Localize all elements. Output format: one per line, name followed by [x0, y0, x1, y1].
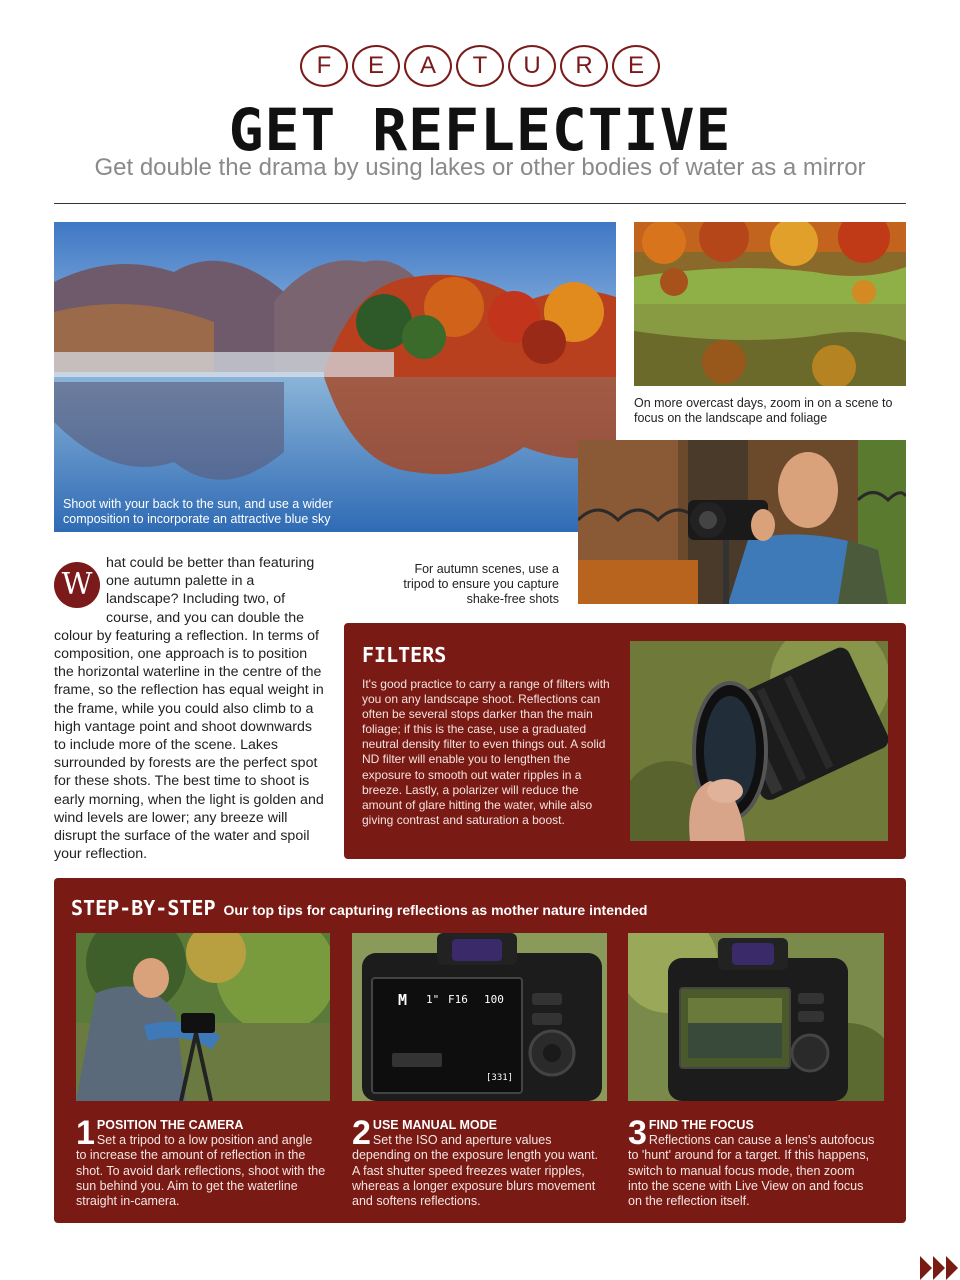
step-3-text: Reflections can cause a lens's autofocus to 'hunt' around for a target. If this happens, switch to manual focus mode, then zoom into the scene with Live View on and focus on the reflection itself. — [628, 1133, 875, 1209]
arrow-right-icon — [920, 1256, 932, 1280]
step-by-step-tagline: Our top tips for capturing reflections as mother nature intended — [223, 902, 648, 918]
drop-cap: W — [54, 562, 100, 608]
step-2-text: Set the ISO and aperture values depending on the exposure length you want. A fast shutter speed freezes water ripples, whereas a longer exposure blurs movement and softens reflections. — [352, 1133, 599, 1209]
page-title: GET REFLECTIVE — [228, 96, 732, 164]
filters-sidebar — [344, 623, 906, 859]
step-1-text: Set a tripod to a low position and angle to increase the amount of reflection in the shot. To avoid dark reflections, shoot with the sun behind you. Aim to get the waterline straight in-camera. — [76, 1133, 326, 1209]
step-3 — [628, 1114, 878, 1209]
kicker-letter: U — [508, 45, 556, 87]
step-by-step-heading: STEP-BY-STEP — [71, 896, 216, 920]
kicker-letter: A — [404, 45, 452, 87]
overcast-landscape-photo — [634, 222, 906, 386]
step2-camera-screen-photo — [352, 933, 607, 1101]
step-1-title: POSITION THE CAMERA — [96, 1118, 244, 1132]
step-3-number: 3 — [628, 1114, 647, 1152]
step-1 — [76, 1114, 326, 1209]
arrow-right-icon — [933, 1256, 945, 1280]
step-by-step-header — [71, 896, 647, 920]
next-page-arrows-icon[interactable] — [920, 1256, 958, 1280]
tripod-photo-caption: For autumn scenes, use a tripod to ensure you capture shake-free shots — [403, 562, 559, 606]
camera-iso-readout: 100 — [484, 993, 504, 1006]
feature-kicker — [0, 45, 960, 87]
header-divider — [54, 203, 906, 204]
filters-text: It's good practice to carry a range of filters with you on any landscape shoot. Reflections can often be several stops darker than the main foliage; if this is the case, use a graduated neutral density filter to even things out. A solid ND filter will enable you to lengthen the exposure to smooth out water ripples in a breeze. Lastly, a polarizer will reduce the amount of glare hitting the water, while also giving contrast and saturation a boost. — [362, 677, 610, 827]
step-1-number: 1 — [76, 1114, 95, 1152]
page-subtitle: Get double the drama by using lakes or other bodies of water as a mirror — [94, 154, 866, 181]
camera-shots-readout: [331] — [486, 1073, 514, 1083]
intro-article-text — [54, 554, 324, 863]
kicker-letter: E — [612, 45, 660, 87]
overcast-photo-caption: On more overcast days, zoom in on a scene to focus on the landscape and foliage — [634, 396, 893, 425]
photographer-tripod-photo — [578, 440, 906, 604]
camera-aperture-readout: F16 — [448, 993, 468, 1006]
camera-shutter-readout: 1" — [426, 993, 440, 1006]
lake-reflection-photo — [54, 222, 616, 532]
arrow-right-icon — [946, 1256, 958, 1280]
kicker-letter: R — [560, 45, 608, 87]
kicker-letter: E — [352, 45, 400, 87]
intro-body: hat could be better than featuring one autumn palette in a landscape? Including two, of course, and you can double the colour by featuring a reflection. In terms of composition, one approach is to position the horizontal waterline in the centre of the frame, so the reflection has equal weight in the frame, while you could also climb to a high vantage point and shoot downwards to include more of the scene. Lakes surrounded by forests are the perfect spot for these shots. The best time to shoot is early morning, when the light is golden and wind levels are lower; any breeze will disrupt the surface of the water and spoil your reflection. — [54, 555, 324, 863]
lens-filter-photo — [630, 641, 888, 841]
step-2-number: 2 — [352, 1114, 371, 1152]
step-2 — [352, 1114, 602, 1209]
step3-liveview-photo — [628, 933, 884, 1101]
step-3-title: FIND THE FOCUS — [648, 1118, 754, 1132]
step-2-title: USE MANUAL MODE — [372, 1118, 498, 1132]
step-by-step-panel — [54, 878, 906, 1223]
filters-heading: FILTERS — [362, 643, 447, 667]
kicker-letter: F — [300, 45, 348, 87]
kicker-letter: T — [456, 45, 504, 87]
step1-photo — [76, 933, 330, 1101]
camera-mode-readout: M — [398, 991, 408, 1009]
lake-photo-caption: Shoot with your back to the sun, and use a wider composition to incorporate an attractive blue sky — [63, 497, 333, 526]
